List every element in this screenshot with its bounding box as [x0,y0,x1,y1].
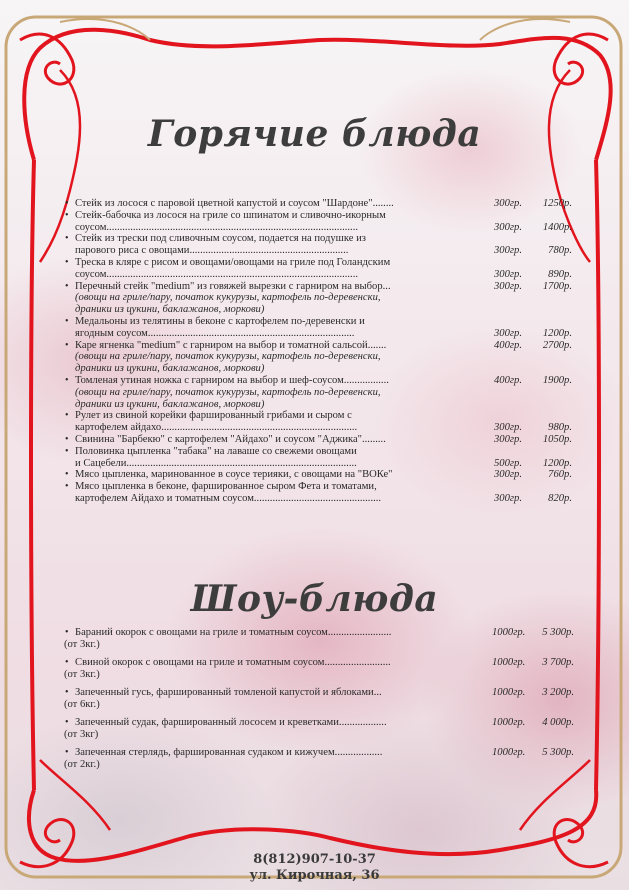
dish-description [64,257,485,281]
dish-weight: 300гр. [494,268,522,280]
dish-description [64,340,485,375]
dish-price: 5 300р. [542,627,574,638]
dish-name-line: картофелем Айдахо и томатным соусом................................................ [75,492,382,504]
dish-description [64,446,485,470]
red-curl-top-left [20,34,74,84]
dish-weight: 1000гр. [492,747,526,759]
menu-item [64,434,584,446]
dish-description [64,657,485,681]
dish-description [64,210,485,234]
dish-price: 980р. [548,422,572,434]
menu-item [64,198,584,210]
menu-item [64,481,584,505]
dish-name-line: • Стейк-бабочка из лосося на гриле со шпинатом и сливочно-икорным [75,209,386,221]
gold-swirl-tl [60,19,150,40]
dish-price: 4 000р. [542,717,574,729]
dish-price: 1250р. [542,198,572,209]
dish-name-line: соусом............................................................................................... [75,268,358,280]
dish-portion: (от 3кг.) [64,638,100,650]
dish-garnish-note: (овощи на гриле/пару, початок кукурузы, картофель по-деревенски, [75,386,381,398]
menu-item [64,469,584,481]
dish-garnish-note: драники из цукини, баклажанов, моркови) [75,398,265,410]
dish-name-line: • Мясо цыпленка в беконе, фаршированное сыром Фета и томатами, [75,481,377,493]
dish-name-line: парового риса с овощами............................................................ [75,245,349,257]
menu-item [64,233,584,257]
menu-item [64,210,584,234]
dish-price: 760р. [548,469,572,481]
dish-weight: 500гр. [494,457,522,469]
dish-garnish-note: драники из цукини, баклажанов, моркови) [75,363,265,375]
phone-number: 8(812)907-10-37 [253,852,376,867]
menu-item [64,340,584,375]
hot-dishes-title: Горячие блюда [147,113,482,155]
dish-price: 3 200р. [542,687,574,699]
dish-price: 820р. [548,492,572,504]
dish-weight: 300гр. [494,245,522,257]
dish-name-line: соусом............................................................................................... [75,221,358,233]
dish-name-line: • Каре ягненка "medium" с гарниром на выбор и томатной сальсой....... [75,339,387,351]
dish-name-line: и Сацебели....................................................................................... [75,457,357,469]
dish-description [64,434,485,446]
dish-price: 5 300р. [542,747,574,759]
dish-name-line: • Запеченная стерлядь, фаршированная судаком и кижучем.................. [75,747,383,759]
dish-description [64,233,485,257]
dish-garnish-note: драники из цукини, баклажанов, моркови) [75,304,265,316]
dish-portion: (от 2кг.) [64,759,100,771]
dish-weight: 1000гр. [492,627,526,638]
menu-item [64,446,584,470]
menu-item [64,627,584,651]
gold-swirl-tr [480,19,570,40]
dish-garnish-note: (овощи на гриле/пару, початок кукурузы, картофель по-деревенски, [75,351,381,363]
dish-description [64,481,485,505]
dish-name-line: • Мясо цыпленка, маринованное в соусе терияки, с овощами на "ВОКе" [75,469,393,481]
dish-portion: (от 6кг.) [64,698,100,710]
dish-weight: 300гр. [494,221,522,233]
menu-item [64,687,584,711]
dish-weight: 400гр. [494,339,522,351]
dish-price: 1700р. [542,280,572,292]
menu-item [64,657,584,681]
dish-price: 1900р. [542,374,572,386]
dish-weight: 300гр. [494,280,522,292]
dish-name-line: • Запеченный судак, фаршированный лососем и креветками.................. [75,717,387,729]
dish-weight: 1000гр. [492,657,526,669]
dish-weight: 400гр. [494,374,522,386]
dish-name-line: • Половинка цыпленка "табака" на лаваше со свежеми овощами [75,445,357,457]
red-border-right [596,160,599,790]
menu-item [64,747,584,771]
menu-item [64,375,584,410]
dish-name-line: • Свиной окорок с овощами на гриле и томатным соусом......................... [75,657,391,669]
menu-item [64,281,584,316]
dish-name-line: • Треска в кляре с рисом и овощами/овощами на гриле под Голандским [75,256,391,268]
dish-price: 1200р. [542,327,572,339]
dish-name-line: • Свинина "Барбекю" с картофелем "Айдахо" и соусом "Аджика"......... [75,433,386,445]
dish-name-line: • Рулет из свиной корейки фаршированный грибами и сыром с [75,410,352,422]
contact-footer [0,852,629,884]
dish-weight: 300гр. [494,198,522,209]
dish-name-line: • Медальоны из телятины в беконе с картофелем по-деревенски и [75,315,365,327]
dish-weight: 300гр. [494,492,522,504]
dish-weight: 300гр. [494,422,522,434]
dish-description [64,316,485,340]
dish-price: 1050р. [542,433,572,445]
dish-description [64,375,485,410]
dish-description [64,469,485,481]
dish-description [64,410,485,434]
red-border-left [31,160,34,790]
hot-dishes-list [64,198,584,505]
dish-price: 780р. [548,245,572,257]
dish-name-line: картофелем айдахо.......................................................................... [75,422,358,434]
dish-description [64,627,485,651]
dish-weight: 300гр. [494,469,522,481]
dish-name-line: • Томленая утиная ножка с гарниром на выбор и шеф-соусом................. [75,374,389,386]
dish-name-line: • Стейк из лосося с паровой цветной капустой и соусом "Шардоне"........ [75,198,394,209]
dish-name-line: ягодным соусом.............................................................................. [75,327,355,339]
show-dishes-list [64,627,584,777]
dish-weight: 1000гр. [492,687,526,699]
dish-name-line: • Перечный стейк "medium" из говяжей вырезки с гарниром на выбор... [75,280,391,292]
menu-item [64,717,584,741]
show-dishes-title: Шоу-блюда [190,578,439,620]
dish-description [64,687,485,711]
dish-price: 2700р. [542,339,572,351]
dish-description [64,747,485,771]
dish-name-line: • Стейк из трески под сливочным соусом, подается на подушке из [75,233,366,245]
dish-price: 890р. [548,268,572,280]
address: ул. Кирочная, 36 [249,868,380,883]
dish-description [64,717,485,741]
dish-name-line: • Бараний окорок с овощами на гриле и томатным соусом........................ [75,627,392,638]
menu-item [64,257,584,281]
dish-weight: 300гр. [494,327,522,339]
dish-portion: (от 3кг.) [64,668,100,680]
dish-weight: 1000гр. [492,717,526,729]
dish-price: 3 700р. [542,657,574,669]
red-flourish-bottom [29,790,596,861]
red-curl-top-right [554,34,608,84]
dish-price: 1400р. [542,221,572,233]
dish-name-line: • Запеченный гусь, фаршированный томленой капустой и яблоками... [75,687,382,699]
dish-price: 1200р. [542,457,572,469]
menu-item [64,410,584,434]
dish-description [64,198,485,210]
menu-item [64,316,584,340]
dish-portion: (от 3кг) [64,729,99,741]
dish-garnish-note: (овощи на гриле/пару, початок кукурузы, картофель по-деревенски, [75,292,381,304]
dish-weight: 300гр. [494,433,522,445]
dish-description [64,281,485,316]
